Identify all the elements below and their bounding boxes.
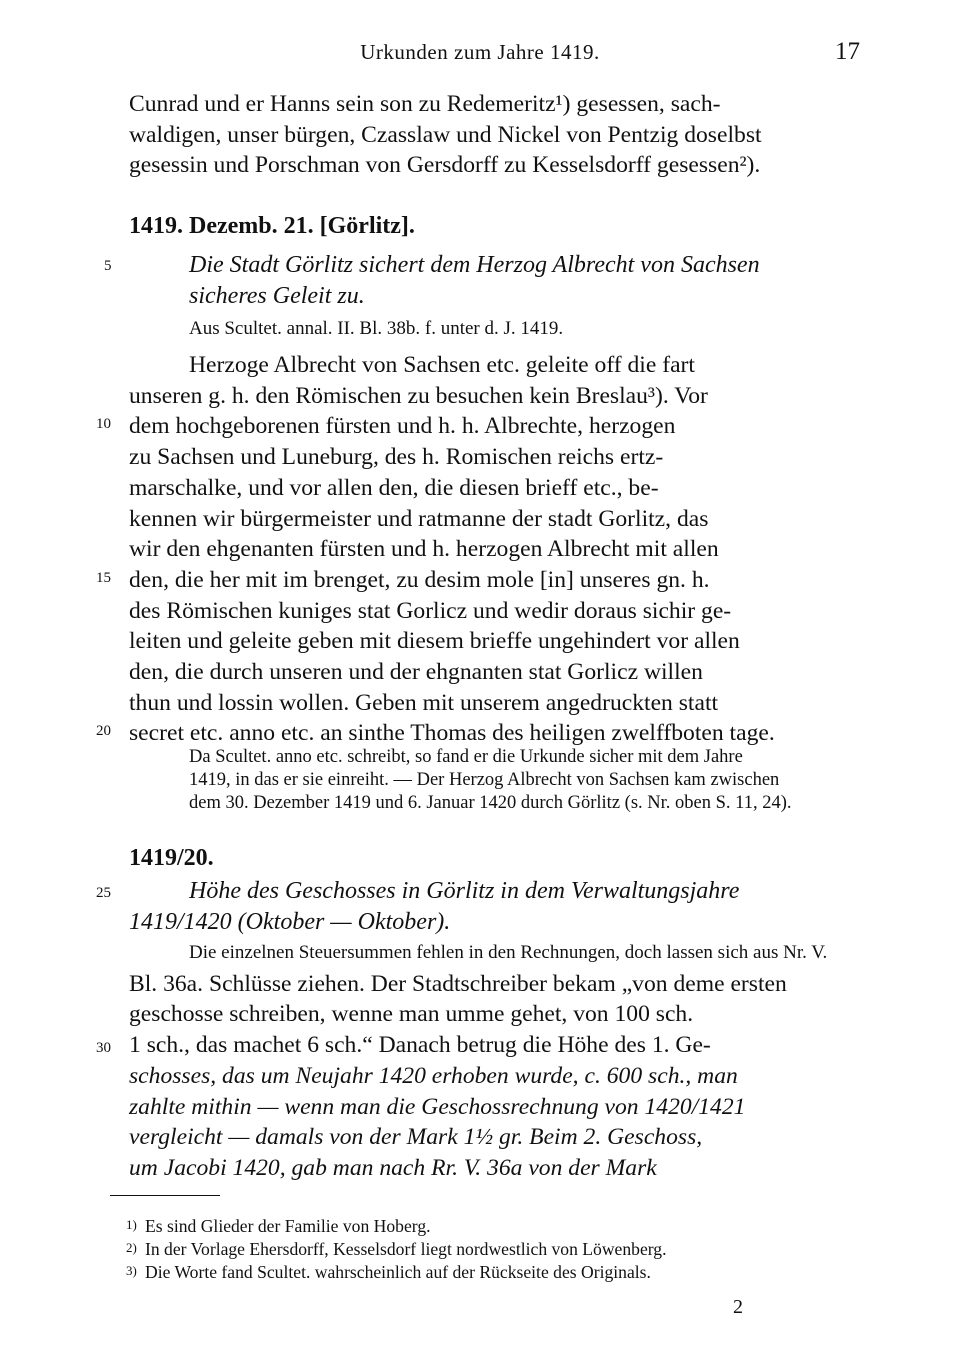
signature-mark: 2 [733,1296,743,1318]
text-line: Die einzelnen Steuersummen fehlen in den Rechnungen, doch lassen sich aus Nr. V. [189,942,828,963]
line-number: 15 [96,570,111,586]
opening-paragraph [129,89,860,181]
source-reference: Aus Scultet. annal. II. Bl. 38b. f. unter d. J. 1419. [189,318,564,339]
title-line: 1419/1420 (Oktober — Oktober). [129,908,451,935]
text-line: wir den ehgenanten fürsten und h. herzogen Albrecht mit allen [129,536,719,563]
text-line: zahlte mithin — wenn man die Geschossrechnung von 1420/1421 [129,1093,746,1120]
page-number: 17 [835,38,860,65]
line-number: 30 [96,1040,111,1056]
text-line: den, die her mit im brenget, zu desim mole [in] unseres gn. h. [129,566,710,593]
entry-title [129,876,860,937]
entry-title [189,250,860,311]
document-text [129,350,860,749]
text-line: Cunrad und er Hanns sein son zu Redemeritz¹) gesessen, sach- [129,91,721,117]
footnote-mark: 3) [126,1263,137,1278]
footnote: Es sind Glieder der Familie von Hoberg. [145,1216,431,1236]
note-line: dem 30. Dezember 1419 und 6. Januar 1420 durch Görlitz (s. Nr. oben S. 11, 24). [189,793,792,813]
line-number: 20 [96,723,111,739]
text-line: unseren g. h. den Römischen zu besuchen kein Breslau³). Vor [129,382,708,409]
text-line: leiten und geleite geben mit diesem brieffe ungehindert vor allen [129,628,740,655]
text-line: kennen wir bürgermeister und ratmanne der stadt Gorlitz, das [129,505,709,532]
text-line: schosses, das um Neujahr 1420 erhoben wurde, c. 600 sch., man [129,1062,738,1089]
footnote-mark: 2) [126,1240,137,1255]
editorial-note [189,746,860,815]
footnote: Die Worte fand Scultet. wahrscheinlich auf der Rückseite des Originals. [145,1262,651,1282]
text-line: geschosse schreiben, wenne man umme gehet, von 100 sch. [129,1001,694,1028]
line-number: 5 [104,258,112,274]
title-line: Höhe des Geschosses in Görlitz in dem Verwaltungsjahre [189,878,740,904]
entry-date: 1419/20. [129,845,214,871]
text-line: um Jacobi 1420, gab man nach Rr. V. 36a von der Mark [129,1154,657,1181]
note-line: 1419, in das er sie einreiht. — Der Herzog Albrecht von Sachsen kam zwischen [189,770,780,790]
note-line: Da Scultet. anno etc. schreibt, so fand er die Urkunde sicher mit dem Jahre [189,747,743,767]
text-line: den, die durch unseren und der ehgnanten stat Gorlicz willen [129,659,703,686]
text-line: waldigen, unser bürgen, Czasslaw und Nickel von Pentzig doselbst [129,121,762,148]
footnote-mark: 1) [126,1217,137,1232]
text-line: des Römischen kuniges stat Gorlicz und wedir doraus sichir ge- [129,597,732,624]
text-line: dem hochgeborenen fürsten und h. h. Albrechte, herzogen [129,413,676,440]
title-line: Die Stadt Görlitz sichert dem Herzog Albrecht von Sachsen [189,252,760,278]
line-number: 10 [96,416,111,432]
footnote: In der Vorlage Ehersdorff, Kesselsdorf liegt nordwestlich von Löwenberg. [145,1239,667,1259]
line-number: 25 [96,885,111,901]
text-line: thun und lossin wollen. Geben mit unserem angedruckten statt [129,689,719,716]
text-line: gesessin und Porschman von Gersdorff zu Kesselsdorff gesessen²). [129,152,761,179]
document-text [129,938,860,1184]
text-line: zu Sachsen und Luneburg, des h. Romischen reichs ertz- [129,444,664,471]
text-line: Bl. 36a. Schlüsse ziehen. Der Stadtschreiber bekam „von deme ersten [129,970,787,997]
footnote-rule [110,1195,220,1196]
text-line: vergleicht — damals von der Mark 1½ gr. Beim 2. Geschoss, [129,1124,703,1151]
text-line: 1 sch., das machet 6 sch.“ Danach betrug die Höhe des 1. Ge- [129,1032,711,1059]
text-line: secret etc. anno etc. an sinthe Thomas des heiligen zwelffboten tage. [129,720,775,747]
entry-date: 1419. Dezemb. 21. [Görlitz]. [129,213,415,239]
title-line: sicheres Geleit zu. [189,282,365,309]
running-header: Urkunden zum Jahre 1419. [360,40,600,64]
text-line: marschalke, und vor allen den, die diesen brieff etc., be- [129,474,659,501]
text-line: Herzoge Albrecht von Sachsen etc. geleite off die fart [189,352,695,378]
